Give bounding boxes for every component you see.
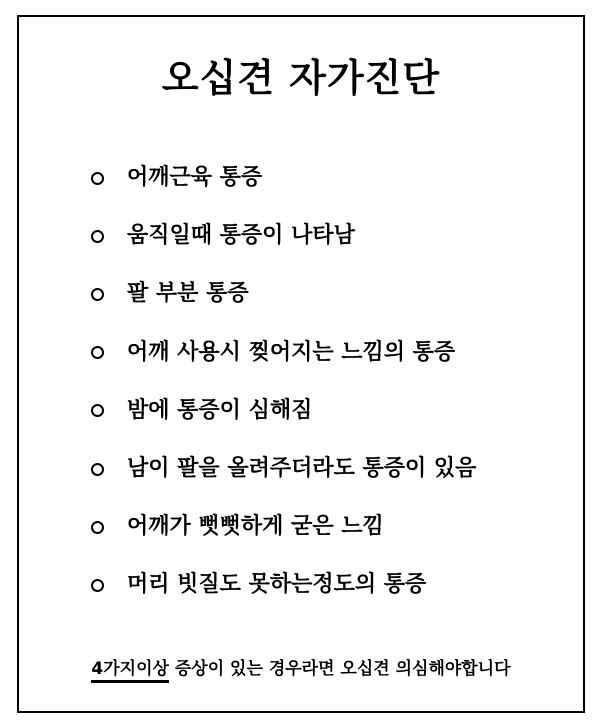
list-item: [91, 324, 476, 382]
footer-emphasis: 4가지이상: [91, 659, 169, 683]
list-item: [91, 498, 476, 556]
footer-note: [19, 657, 583, 681]
symptom-text: 남이 팔을 올려주더라도 통증이 있음: [127, 456, 477, 482]
circle-bullet-icon: [91, 579, 104, 592]
list-item: [91, 556, 476, 614]
circle-bullet-icon: [91, 346, 104, 359]
symptom-text: 어깨 사용시 찢어지는 느낌의 통증: [127, 339, 456, 365]
circle-bullet-icon: [91, 172, 104, 185]
list-item: [91, 382, 476, 440]
circle-bullet-icon: [91, 288, 104, 301]
list-item: [91, 149, 476, 207]
circle-bullet-icon: [91, 521, 104, 534]
symptom-text: 어깨가 뻣뻣하게 굳은 느낌: [127, 514, 384, 540]
symptom-text: 움직일때 통증이 나타남: [127, 223, 355, 249]
footer-text: 증상이 있는 경우라면 오십견 의심해야합니다: [168, 659, 511, 679]
list-item: [91, 265, 476, 323]
list-item: [91, 207, 476, 265]
symptom-text: 팔 부분 통증: [127, 281, 249, 307]
symptom-list: [91, 149, 476, 615]
symptom-text: 어깨근육 통증: [127, 165, 263, 191]
symptom-text: 머리 빗질도 못하는정도의 통증: [127, 572, 427, 598]
checklist-frame: [17, 15, 585, 713]
page-title: 오십견 자가진단: [161, 56, 441, 100]
circle-bullet-icon: [91, 463, 104, 476]
circle-bullet-icon: [91, 230, 104, 243]
circle-bullet-icon: [91, 404, 104, 417]
list-item: [91, 440, 476, 498]
symptom-text: 밤에 통증이 심해짐: [127, 397, 313, 423]
